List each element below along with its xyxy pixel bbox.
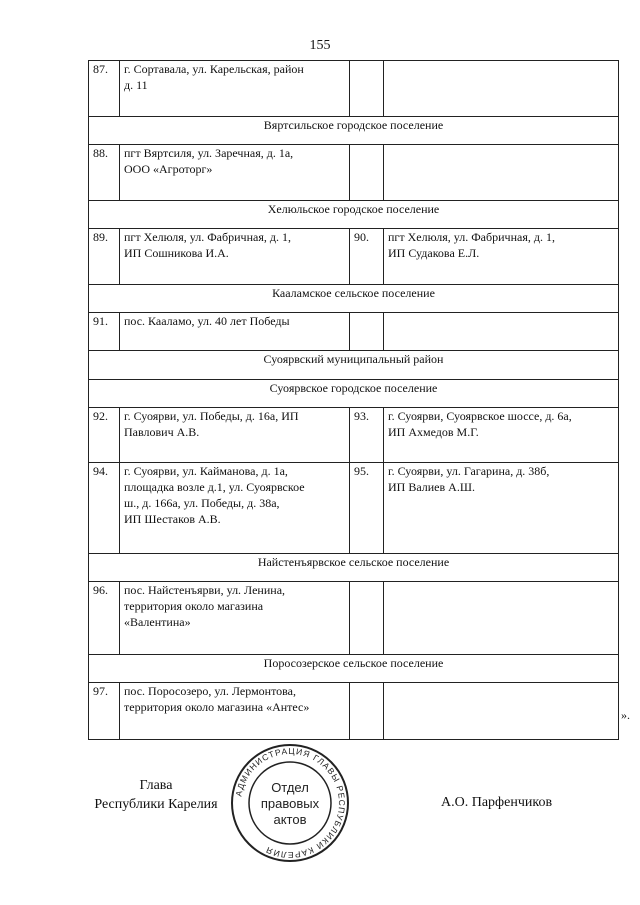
section-header-row	[89, 351, 619, 380]
address-line: Павлович А.В.	[124, 425, 200, 439]
left-address-cell	[120, 313, 350, 351]
right-number-cell	[350, 145, 384, 201]
left-address-cell	[120, 683, 350, 740]
address-line: ИП Валиев А.Ш.	[388, 480, 475, 494]
right-address-cell	[384, 582, 619, 655]
address-line: г. Суоярви, Суоярвское шоссе, д. 6а,	[388, 409, 572, 423]
section-title: Вяртсильское городское поселение	[89, 117, 619, 145]
address-line: «Валентина»	[124, 615, 191, 629]
section-header-row	[89, 285, 619, 313]
right-address-cell	[384, 683, 619, 740]
address-line: г. Суоярви, ул. Кайманова, д. 1а,	[124, 464, 288, 478]
address-line: площадка возле д.1, ул. Суоярвское	[124, 480, 305, 494]
address-line: пгт Хелюля, ул. Фабричная, д. 1,	[388, 230, 555, 244]
address-line: г. Суоярви, ул. Победы, д. 16а, ИП	[124, 409, 299, 423]
signature-name: А.О. Парфенчиков	[441, 795, 553, 810]
table-row	[89, 313, 619, 351]
section-header-row	[89, 380, 619, 408]
table-row	[89, 408, 619, 463]
table-body	[89, 61, 619, 740]
left-address-cell	[120, 463, 350, 554]
section-title: Суоярвский муниципальный район	[89, 351, 619, 380]
stamp-center-line1: Отдел	[271, 780, 309, 795]
right-number-cell	[350, 61, 384, 117]
table-row	[89, 463, 619, 554]
section-header-row	[89, 117, 619, 145]
address-line: ИП Сошникова И.А.	[124, 246, 229, 260]
right-address-cell	[384, 229, 619, 285]
section-header-row	[89, 201, 619, 229]
address-line: территория около магазина «Антес»	[124, 700, 310, 714]
stamp-center-line2: правовых	[260, 796, 320, 811]
closing-quote-mark: ».	[621, 708, 630, 722]
right-number-cell: 93.	[350, 408, 384, 463]
address-line: территория около магазина	[124, 599, 264, 613]
address-line: г. Суоярви, ул. Гагарина, д. 38б,	[388, 464, 550, 478]
address-line: ИП Ахмедов М.Г.	[388, 425, 479, 439]
address-line: пос. Кааламо, ул. 40 лет Победы	[124, 314, 290, 328]
section-title: Хелюльское городское поселение	[89, 201, 619, 229]
right-address-cell	[384, 313, 619, 351]
right-number-cell: 95.	[350, 463, 384, 554]
table-row	[89, 582, 619, 655]
left-address-cell	[120, 61, 350, 117]
right-address-cell	[384, 145, 619, 201]
left-number-cell: 87.	[89, 61, 120, 117]
left-address-cell	[120, 145, 350, 201]
signature-position-line2: Республики Карелия	[94, 797, 218, 812]
right-number-cell	[350, 683, 384, 740]
address-line: пос. Найстенъярви, ул. Ленина,	[124, 583, 286, 597]
right-number-cell: 90.	[350, 229, 384, 285]
address-line: пгт Хелюля, ул. Фабричная, д. 1,	[124, 230, 291, 244]
left-number-cell: 88.	[89, 145, 120, 201]
section-title: Кааламское сельское поселение	[89, 285, 619, 313]
left-address-cell	[120, 408, 350, 463]
left-number-cell: 97.	[89, 683, 120, 740]
left-address-cell	[120, 582, 350, 655]
table-row	[89, 229, 619, 285]
right-address-cell	[384, 61, 619, 117]
left-number-cell: 91.	[89, 313, 120, 351]
section-title: Поросозерское сельское поселение	[89, 655, 619, 683]
address-line: ИП Судакова Е.Л.	[388, 246, 480, 260]
left-number-cell: 94.	[89, 463, 120, 554]
page-number: 155	[309, 38, 331, 53]
right-address-cell	[384, 408, 619, 463]
signature-position	[86, 776, 226, 814]
address-line: д. 11	[124, 78, 148, 92]
address-line: пгт Вяртсиля, ул. Заречная, д. 1а,	[124, 146, 294, 160]
section-title: Суоярвское городское поселение	[89, 380, 619, 408]
right-number-cell	[350, 582, 384, 655]
stamp-ring-text: АДМИНИСТРАЦИЯ ГЛАВЫ РЕСПУБЛИКИ КАРЕЛИЯ	[233, 745, 348, 861]
points-table	[88, 60, 619, 740]
left-number-cell: 96.	[89, 582, 120, 655]
address-line: г. Сортавала, ул. Карельская, район	[124, 62, 304, 76]
address-line: ш., д. 166а, ул. Победы, д. 38а,	[124, 496, 280, 510]
left-number-cell: 89.	[89, 229, 120, 285]
right-number-cell	[350, 313, 384, 351]
address-line: ИП Шестаков А.В.	[124, 512, 221, 526]
table-row	[89, 145, 619, 201]
official-stamp	[229, 742, 351, 864]
stamp-center-line3: актов	[273, 812, 307, 827]
table-row	[89, 61, 619, 117]
section-title: Найстенъярвское сельское поселение	[89, 554, 619, 582]
section-header-row	[89, 554, 619, 582]
address-line: ООО «Агроторг»	[124, 162, 213, 176]
table-row	[89, 683, 619, 740]
section-header-row	[89, 655, 619, 683]
left-address-cell	[120, 229, 350, 285]
left-number-cell: 92.	[89, 408, 120, 463]
address-line: пос. Поросозеро, ул. Лермонтова,	[124, 684, 297, 698]
right-address-cell	[384, 463, 619, 554]
signature-position-line1: Глава	[139, 778, 173, 793]
